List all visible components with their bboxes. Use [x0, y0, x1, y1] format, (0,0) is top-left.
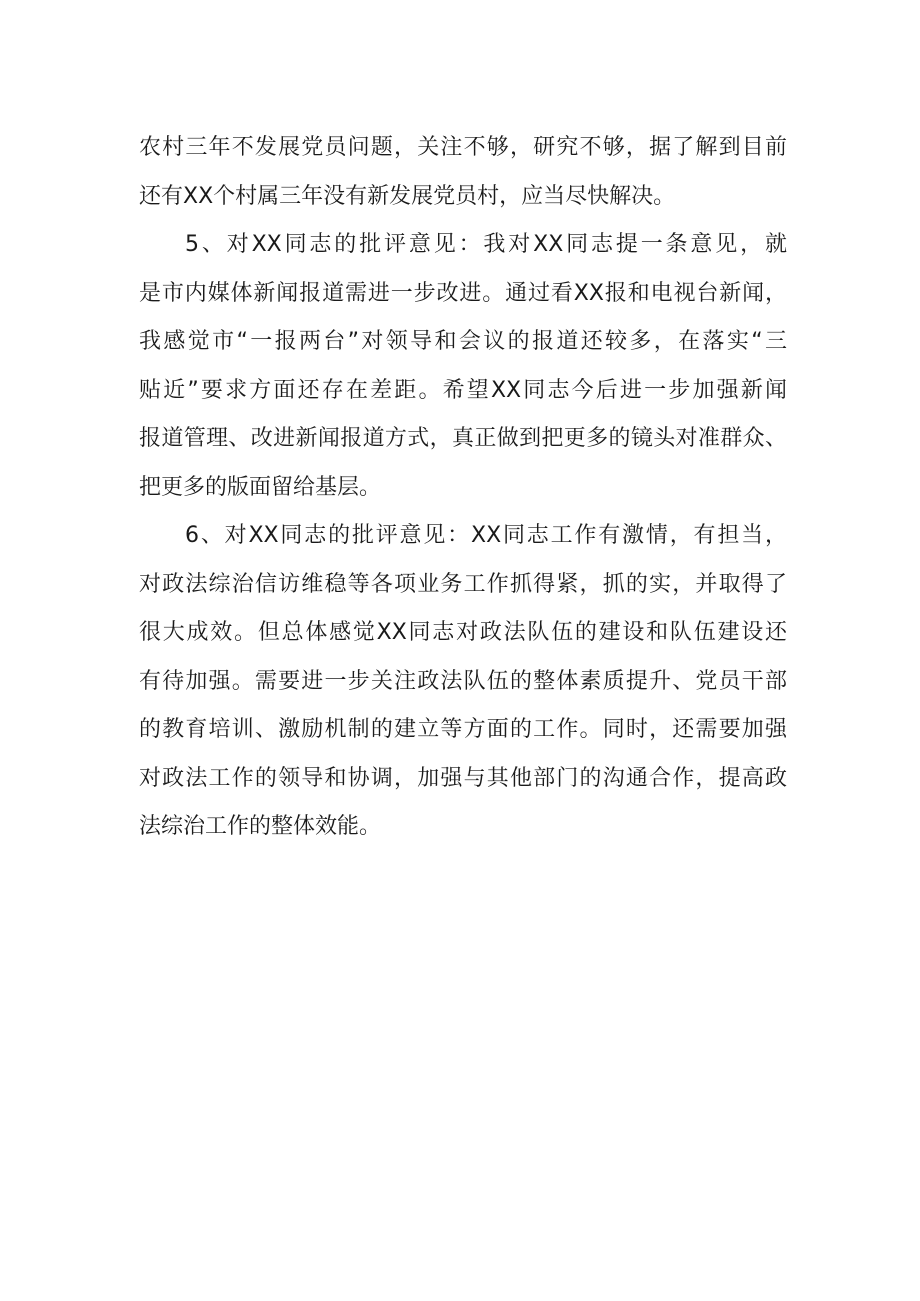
- text-line: 6、对XX同志的批评意见：XX同志工作有激情，有担当，: [185, 523, 787, 548]
- text-line: 报道管理、改进新闻报道方式，真正做到把更多的镜头对准群众、: [139, 426, 787, 451]
- text-line: 我感觉市“一报两台”对领导和会议的报道还较多，在落实“三: [139, 329, 787, 354]
- text-line: 贴近”要求方面还存在差距。希望XX同志今后进一步加强新闻: [139, 377, 787, 403]
- text-line: 有待加强。需要进一步关注政法队伍的整体素质提升、党员干部: [139, 668, 787, 694]
- text-line: 5、对XX同志的批评意见：我对XX同志提一条意见，就: [185, 232, 787, 257]
- document-body: [139, 124, 787, 852]
- paragraph-item-6: [139, 512, 787, 852]
- text-line: 很大成效。但总体感觉XX同志对政法队伍的建设和队伍建设还: [139, 620, 787, 645]
- paragraph-continued: [139, 124, 787, 221]
- text-line: 对政法综治信访维稳等各项业务工作抓得紧，抓的实，并取得了: [139, 571, 787, 597]
- text-line: 是市内媒体新闻报道需进一步改进。通过看XX报和电视台新闻，: [139, 280, 787, 306]
- text-line: 把更多的版面留给基层。: [139, 474, 382, 500]
- text-line: 还有XX个村属三年没有新发展党员村，应当尽快解决。: [139, 183, 676, 209]
- text-line: 对政法工作的领导和协调，加强与其他部门的沟通合作，提高政: [139, 765, 787, 791]
- paragraph-item-5: [139, 221, 787, 512]
- text-line: 的教育培训、激励机制的建立等方面的工作。同时，还需要加强: [139, 717, 787, 742]
- text-line: 法综治工作的整体效能。: [139, 814, 382, 839]
- text-line: 农村三年不发展党员问题，关注不够，研究不够，据了解到目前: [139, 135, 787, 160]
